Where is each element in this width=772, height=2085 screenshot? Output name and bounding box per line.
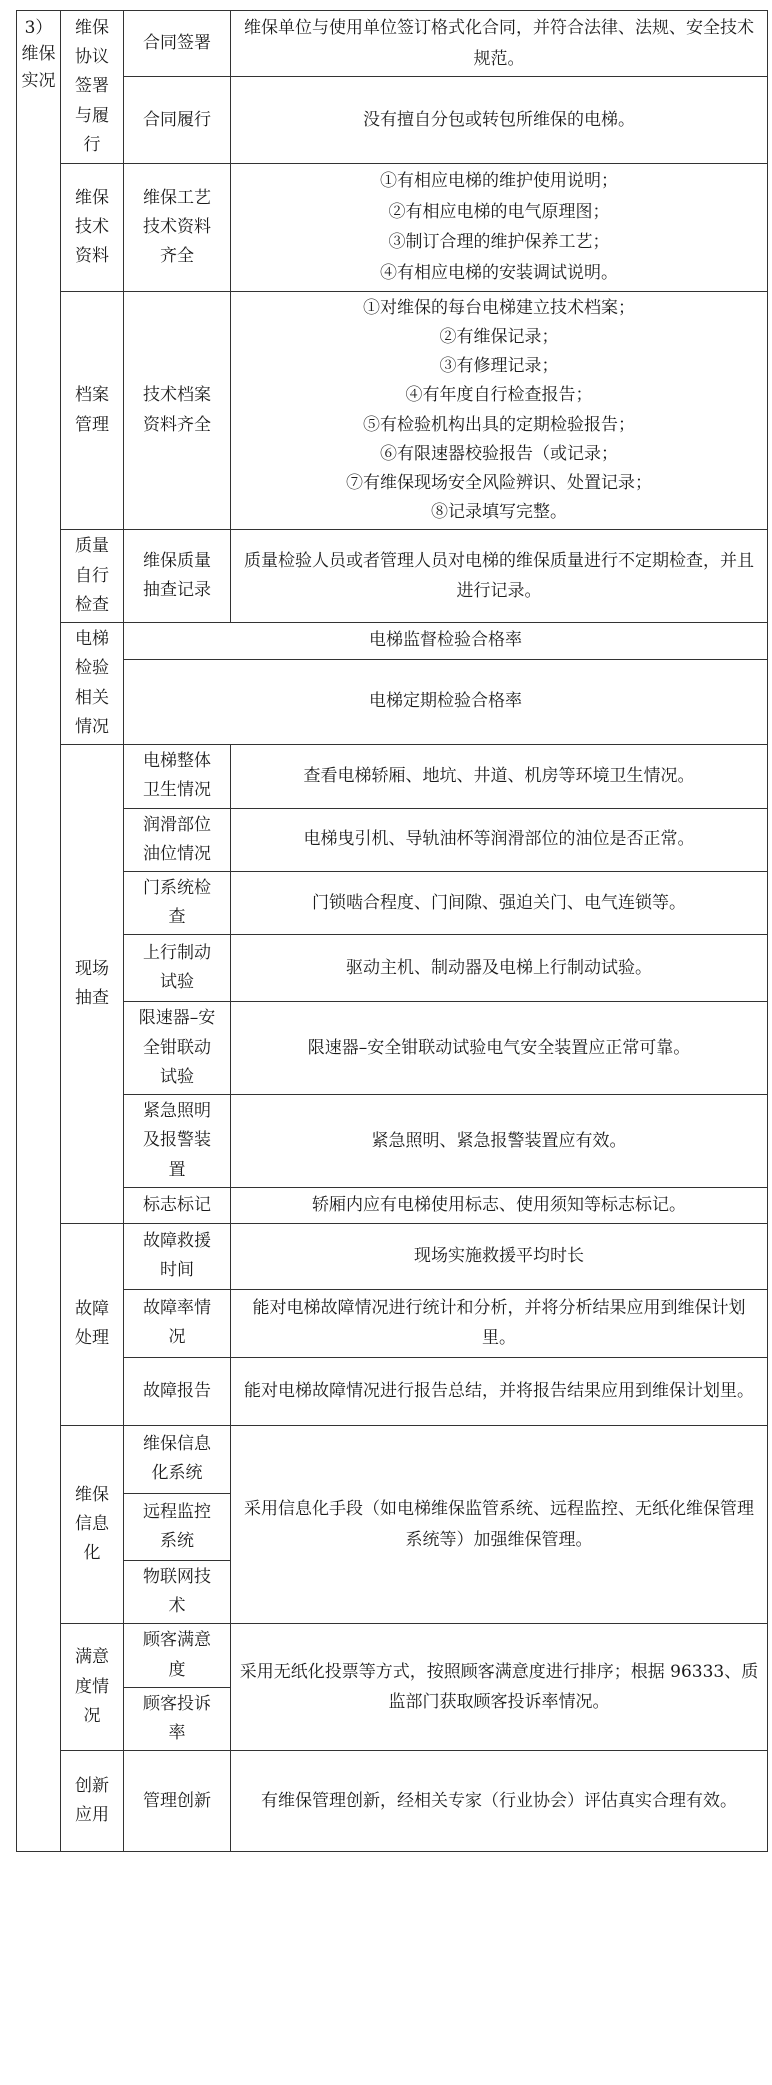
requirement-cell: 现场实施救援平均时长 <box>231 1223 768 1289</box>
requirement-cell <box>231 164 768 291</box>
requirement-cell: 能对电梯故障情况进行统计和分析，并将分析结果应用到维保计划里。 <box>231 1289 768 1357</box>
item-cell: 顾客满意度 <box>124 1624 231 1687</box>
requirement-cell: 没有擅自分包或转包所维保的电梯。 <box>231 77 768 164</box>
merged-cell: 电梯监督检验合格率 <box>124 623 768 659</box>
requirement-cell: 采用信息化手段（如电梯维保监管系统、远程监控、无纸化维保管理系统等）加强维保管理。 <box>231 1425 768 1623</box>
requirement-line: ②有维保记录； <box>439 326 559 347</box>
requirement-cell: 采用无纸化投票等方式，按照顾客满意度进行排序；根据 96333、质监部门获取顾客投诉率情况。 <box>231 1624 768 1751</box>
item-cell: 门系统检查 <box>124 872 231 935</box>
requirement-cell: 电梯曳引机、导轨油杯等润滑部位的油位是否正常。 <box>231 808 768 871</box>
item-cell: 维保信息化系统 <box>124 1425 231 1493</box>
table-row <box>17 935 768 1002</box>
table-row <box>17 745 768 808</box>
table-row <box>17 1002 768 1095</box>
table-row <box>17 164 768 291</box>
item-cell: 合同签署 <box>124 11 231 77</box>
group-cell: 档案管理 <box>61 291 124 530</box>
item-cell: 标志标记 <box>124 1187 231 1223</box>
requirement-line: ④有相应电梯的安装调试说明。 <box>380 262 618 283</box>
table-row <box>17 1187 768 1223</box>
requirement-cell: 质量检验人员或者管理人员对电梯的维保质量进行不定期检查，并且进行记录。 <box>231 530 768 623</box>
requirement-line: ①对维保的每台电梯建立技术档案； <box>363 297 635 318</box>
group-cell: 创新应用 <box>61 1751 124 1852</box>
group-cell: 质量自行检查 <box>61 530 124 623</box>
table-row <box>17 1223 768 1289</box>
requirement-cell: 限速器–安全钳联动试验电气安全装置应正常可靠。 <box>231 1002 768 1095</box>
item-cell: 维保工艺技术资料齐全 <box>124 164 231 291</box>
item-cell: 合同履行 <box>124 77 231 164</box>
table-row <box>17 872 768 935</box>
requirement-cell <box>231 291 768 530</box>
item-cell: 物联网技术 <box>124 1560 231 1623</box>
requirement-cell: 有维保管理创新，经相关专家（行业协会）评估真实合理有效。 <box>231 1751 768 1852</box>
item-cell: 限速器–安全钳联动试验 <box>124 1002 231 1095</box>
group-cell: 维保技术资料 <box>61 164 124 291</box>
requirement-cell: 查看电梯轿厢、地坑、井道、机房等环境卫生情况。 <box>231 745 768 808</box>
requirement-line: ⑥有限速器校验报告（或记录； <box>380 443 618 464</box>
requirement-line: ③有修理记录； <box>439 356 559 377</box>
requirement-line: ⑤有检验机构出具的定期检验报告； <box>363 414 635 435</box>
table-row <box>17 808 768 871</box>
table-row <box>17 291 768 530</box>
maintenance-inspection-table <box>16 10 768 1852</box>
item-cell: 故障救援时间 <box>124 1223 231 1289</box>
table-row <box>17 11 768 77</box>
requirement-line: ③制订合理的维护保养工艺； <box>388 232 610 253</box>
merged-cell: 电梯定期检验合格率 <box>124 659 768 744</box>
group-cell: 故障处理 <box>61 1223 124 1425</box>
table-row <box>17 1095 768 1188</box>
requirement-line: ④有年度自行检查报告； <box>405 385 593 406</box>
item-cell: 紧急照明及报警装置 <box>124 1095 231 1188</box>
item-cell: 管理创新 <box>124 1751 231 1852</box>
group-cell: 电梯检验相关情况 <box>61 623 124 745</box>
group-cell: 维保协议签署与履行 <box>61 11 124 164</box>
item-cell: 技术档案资料齐全 <box>124 291 231 530</box>
table-row <box>17 659 768 744</box>
item-cell: 故障率情况 <box>124 1289 231 1357</box>
item-cell: 电梯整体卫生情况 <box>124 745 231 808</box>
section-label-cell: 3）维保实况 <box>17 11 61 1852</box>
group-cell: 满意度情况 <box>61 1624 124 1751</box>
requirement-cell: 能对电梯故障情况进行报告总结，并将报告结果应用到维保计划里。 <box>231 1357 768 1425</box>
item-cell: 远程监控系统 <box>124 1493 231 1560</box>
table-row <box>17 1425 768 1493</box>
requirement-line: ⑦有维保现场安全风险辨识、处置记录； <box>346 472 652 493</box>
table-row <box>17 1624 768 1687</box>
table-row <box>17 623 768 659</box>
item-cell: 顾客投诉率 <box>124 1687 231 1750</box>
requirement-cell: 门锁啮合程度、门间隙、强迫关门、电气连锁等。 <box>231 872 768 935</box>
table-row <box>17 1751 768 1852</box>
group-cell: 现场抽查 <box>61 745 124 1224</box>
table-row <box>17 1357 768 1425</box>
requirement-line: ①有相应电梯的维护使用说明； <box>380 171 618 192</box>
requirement-line: ⑧记录填写完整。 <box>431 502 567 523</box>
requirement-cell: 维保单位与使用单位签订格式化合同，并符合法律、法规、安全技术规范。 <box>231 11 768 77</box>
requirement-line: ②有相应电梯的电气原理图； <box>388 201 610 222</box>
table-row <box>17 1289 768 1357</box>
requirement-cell: 轿厢内应有电梯使用标志、使用须知等标志标记。 <box>231 1187 768 1223</box>
requirement-cell: 紧急照明、紧急报警装置应有效。 <box>231 1095 768 1188</box>
item-cell: 润滑部位油位情况 <box>124 808 231 871</box>
table-row <box>17 530 768 623</box>
item-cell: 上行制动试验 <box>124 935 231 1002</box>
group-cell: 维保信息化 <box>61 1425 124 1623</box>
table-row <box>17 77 768 164</box>
item-cell: 维保质量抽查记录 <box>124 530 231 623</box>
requirement-cell: 驱动主机、制动器及电梯上行制动试验。 <box>231 935 768 1002</box>
item-cell: 故障报告 <box>124 1357 231 1425</box>
